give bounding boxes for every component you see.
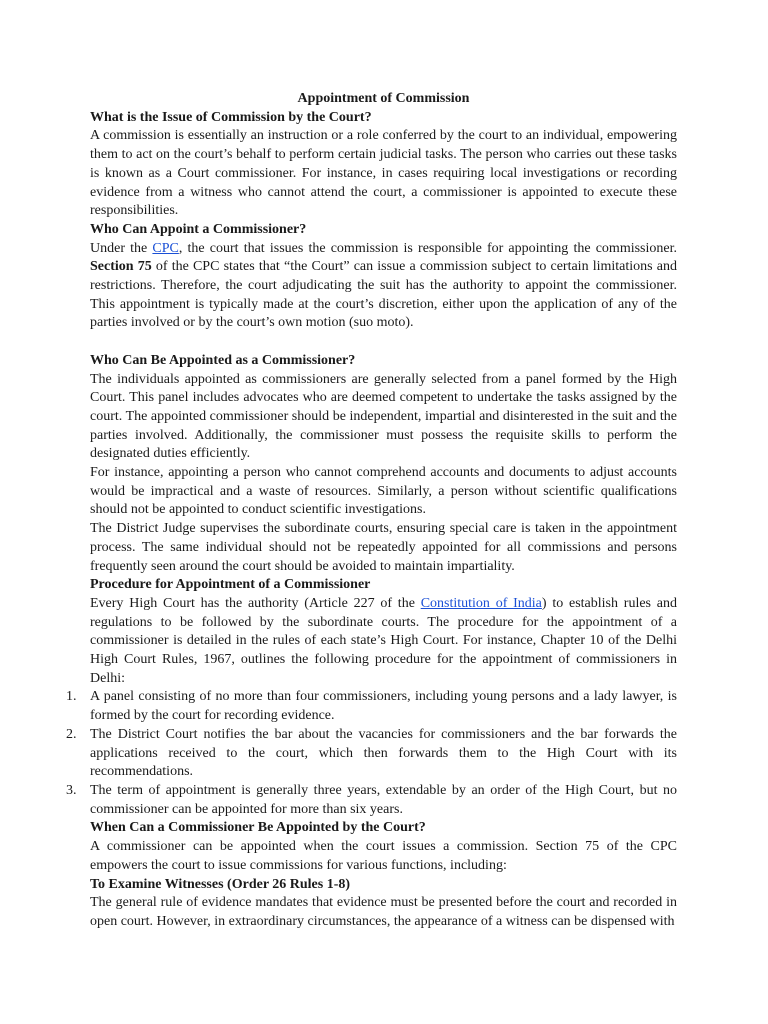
constitution-link[interactable]: Constitution of India — [420, 595, 542, 611]
paragraph: A commission is essentially an instruction or a role conferred by the court to an individual, empowering them to act on the court’s behalf to perform certain judicial tasks. The person who carries out these tasks is known as a Court commissioner. For instance, in cases requiring local investigations or recording evidence from a witness who cannot attend the court, a commissioner is appointed to execute these responsibilities. — [90, 128, 677, 219]
text-run: Every High Court has the authority (Article 227 of the — [90, 595, 421, 611]
list-item — [66, 782, 677, 819]
text-run: , the court that issues the commission is responsible for appointing the commissioner. — [178, 240, 677, 256]
section-heading: Who Can Appoint a Commissioner? — [90, 221, 307, 237]
text-run: Under the — [90, 240, 153, 256]
paragraph: A commissioner can be appointed when the court issues a commission. Section 75 of the CPC empowers the court to issue commissions for various functions, including: — [90, 839, 677, 873]
cpc-link[interactable]: CPC — [152, 240, 179, 256]
list-item-text: The term of appointment is generally three years, extendable by an order of the High Court, but no commissioner can be appointed for more than six years. — [90, 783, 677, 817]
section-heading: Procedure for Appointment of a Commissioner — [90, 577, 371, 593]
paragraph — [90, 240, 677, 334]
text-run: of the CPC states that “the Court” can issue a commission subject to certain limitations and restrictions. Therefore, the court adjudicating the suit has the authority to appoint the commissioner. This appointment is typically made at the court’s discretion, either upon the application of any of the parties involved or by the court’s own motion (suo moto). — [90, 259, 677, 331]
section-heading: Who Can Be Appointed as a Commissioner? — [90, 352, 356, 368]
spacer — [90, 333, 677, 352]
list-number: 1. — [66, 689, 77, 705]
paragraph: The individuals appointed as commissioners are generally selected from a panel formed by the High Court. This panel includes advocates who are deemed competent to undertake the tasks assigned by the court. The appointed commissioner should be independent, impartial and disinterested in the suit and the parties involved. Additionally, the commissioner must possess the requisite skills to perform the designated duties efficiently. — [90, 371, 677, 462]
paragraph: The District Judge supervises the subordinate courts, ensuring special care is taken in the appointment process. The same individual should not be repeatedly appointed for all commissions and persons frequently seen around the court should be avoided to maintain impartiality. — [90, 521, 677, 574]
section-heading: To Examine Witnesses (Order 26 Rules 1-8) — [90, 876, 351, 892]
list-item-text: A panel consisting of no more than four commissioners, including young persons and a lady lawyer, is formed by the court for recording evidence. — [90, 689, 677, 724]
paragraph — [90, 595, 677, 689]
section-heading: What is the Issue of Commission by the Court? — [90, 109, 372, 125]
list-item — [66, 688, 677, 725]
list-number: 3. — [66, 783, 77, 798]
procedure-list — [66, 688, 677, 819]
text-run: ) to establish rules and regulations to be followed by the subordinate courts. The procedure for the appointment of a commissioner is detailed in the rules of each state’s High Court. For instance, Chapter 10 of the Delhi High Court Rules, 1967, outlines the following procedure for the appointment of commissioners in Delhi: — [90, 595, 677, 686]
list-item — [66, 726, 677, 782]
document-title: Appointment of Commission — [297, 91, 470, 106]
document-page — [66, 90, 677, 932]
list-number: 2. — [66, 726, 77, 742]
bold-text: Section 75 — [90, 259, 152, 275]
paragraph: The general rule of evidence mandates that evidence must be presented before the court and recorded in open court. However, in extraordinary circumstances, the appearance of a witness can be dispensed with — [90, 895, 677, 929]
list-item-text: The District Court notifies the bar about the vacancies for commissioners and the bar forwards the applications received to the court, which then forwards them to the High Court with its recommendations. — [90, 726, 677, 780]
section-heading: When Can a Commissioner Be Appointed by the Court? — [90, 820, 426, 836]
paragraph: For instance, appointing a person who cannot comprehend accounts and documents to adjust accounts would be impractical and a waste of resources. Similarly, a person without scientific qualifications should not be appointed to conduct scientific investigations. — [90, 465, 677, 518]
